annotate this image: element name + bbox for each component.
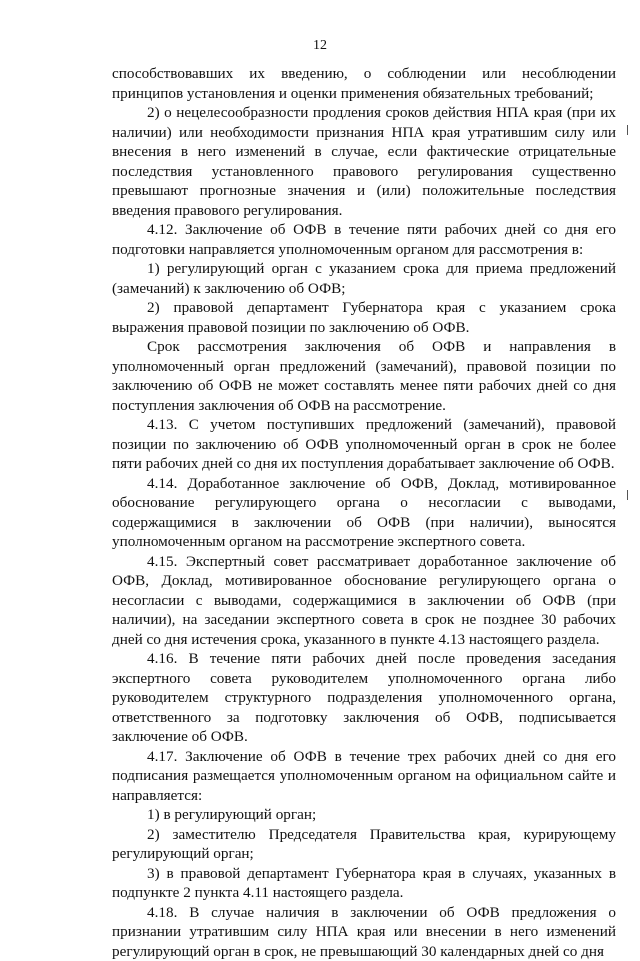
paragraph: 2) правовой департамент Губернатора края с указанием срока выражения правовой позиции по заключению об ОФВ. bbox=[112, 298, 616, 337]
scan-artifact-mark bbox=[627, 490, 628, 500]
paragraph: 4.18. В случае наличия в заключении об ОФВ предложения о признании утратившим силу НПА края или внесении в него изменений регулирующий орган в срок, не превышающий 30 календарных дней со дня bbox=[112, 903, 616, 961]
paragraph: 2) о нецелесообразности продления сроков действия НПА края (при их наличии) или необходимости признания НПА края утратившим силу или внесения в него изменений в случае, если фактические отрицательные последствия установленного правового регулирования существенно превышают прогнозные значения и (или) положительные последствия введения правового регулирования. bbox=[112, 103, 616, 220]
paragraph: 4.17. Заключение об ОФВ в течение трех рабочих дней со дня его подписания размещается уполномоченным органом на официальном сайте и направляется: bbox=[112, 747, 616, 806]
paragraph: Срок рассмотрения заключения об ОФВ и направления в уполномоченный орган предложений (замечаний), правовой позиции по заключению об ОФВ не может составлять менее пяти рабочих дней со дня поступления заключения об ОФВ на рассмотрение. bbox=[112, 337, 616, 415]
page-number: 12 bbox=[0, 38, 640, 54]
paragraph: 4.13. С учетом поступивших предложений (замечаний), правовой позиции по заключению об ОФВ уполномоченный орган в срок не более пяти рабочих дней со дня их поступления дорабатывает заключение об ОФВ. bbox=[112, 415, 616, 474]
document-body bbox=[112, 64, 616, 961]
paragraph: 4.12. Заключение об ОФВ в течение пяти рабочих дней со дня его подготовки направляется уполномоченным органом для рассмотрения в: bbox=[112, 220, 616, 259]
paragraph: 3) в правовой департамент Губернатора края в случаях, указанных в подпункте 2 пункта 4.11 настоящего раздела. bbox=[112, 864, 616, 903]
paragraph: 4.14. Доработанное заключение об ОФВ, Доклад, мотивированное обоснование регулирующего органа о несогласии с выводами, содержащимися в заключении об ОФВ (при наличии), выносятся уполномоченным органом на рассмотрение экспертного совета. bbox=[112, 474, 616, 552]
paragraph: способствовавших их введению, о соблюдении или несоблюдении принципов установления и оценки применения обязательных требований; bbox=[112, 64, 616, 103]
paragraph: 1) регулирующий орган с указанием срока для приема предложений (замечаний) к заключению об ОФВ; bbox=[112, 259, 616, 298]
paragraph: 2) заместителю Председателя Правительства края, курирующему регулирующий орган; bbox=[112, 825, 616, 864]
scan-artifact-mark bbox=[627, 125, 628, 135]
paragraph: 1) в регулирующий орган; bbox=[112, 805, 616, 825]
paragraph: 4.16. В течение пяти рабочих дней после проведения заседания экспертного совета руководителем уполномоченного органа либо руководителем структурного подразделения уполномоченного органа, ответственного за подготовку заключения об ОФВ, подписывается заключение об ОФВ. bbox=[112, 649, 616, 747]
paragraph: 4.15. Экспертный совет рассматривает доработанное заключение об ОФВ, Доклад, мотивированное обоснование регулирующего органа о несогласии с выводами, содержащимися в заключении об ОФВ (при наличии), на заседании экспертного совета в срок не позднее 30 рабочих дней со дня истечения срока, указанного в пункте 4.13 настоящего раздела. bbox=[112, 552, 616, 650]
